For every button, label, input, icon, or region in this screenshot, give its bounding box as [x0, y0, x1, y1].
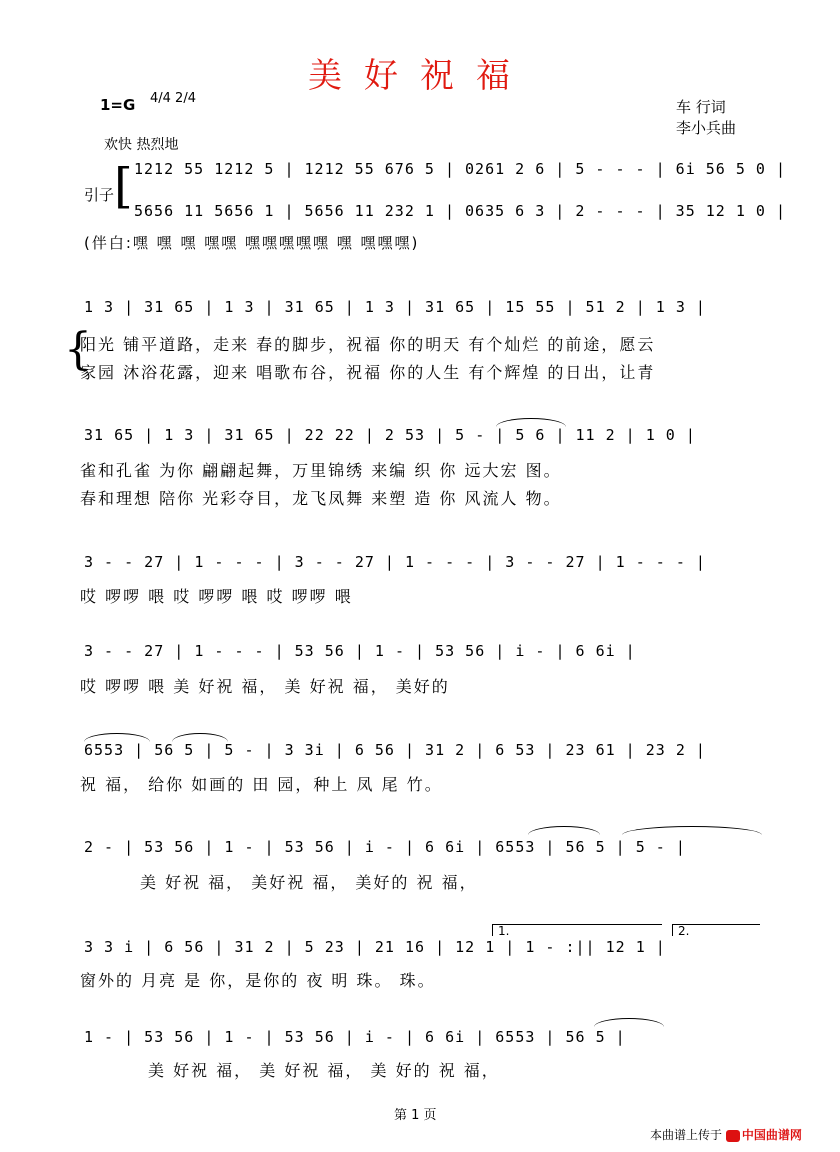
- ending-2-label: 2.: [678, 924, 690, 938]
- system-2-lyrics-verse2: 春和理想 陪你 光彩夺目，龙飞凤舞 来塑 造 你 风流人 物。: [80, 489, 562, 508]
- intro-upper-staff: 1212 55 1212 5 | 1212 55 676 5 | 0261 2 6 | 5 - - - | 6i 56 5 0 |: [134, 160, 786, 178]
- system-6-lyrics: 美 好祝 福， 美好祝 福， 美好的 祝 福，: [140, 873, 478, 892]
- system-4-lyrics: 哎 啰啰 喂 美 好祝 福， 美 好祝 福， 美好的: [80, 677, 450, 696]
- intro-label: 引子: [84, 186, 115, 204]
- intro-chant: (伴白:嘿 嘿 嘿 嘿嘿 嘿嘿嘿嘿嘿 嘿 嘿嘿嘿): [84, 234, 420, 252]
- system-1-notes: 1 3 | 31 65 | 1 3 | 31 65 | 1 3 | 31 65 | 15 55 | 51 2 | 1 3 |: [84, 298, 706, 316]
- time-signature: 4/4 2/4: [150, 91, 196, 106]
- song-title: 美好祝福: [308, 56, 532, 96]
- ending-bracket-2-tick: [672, 924, 673, 936]
- upload-notice: [650, 1126, 802, 1143]
- page-number: 第 1 页: [394, 1108, 437, 1123]
- site-logo-icon: [726, 1130, 740, 1142]
- slur: [528, 826, 600, 835]
- system-8-lyrics: 美 好祝 福， 美 好祝 福， 美 好的 祝 福，: [148, 1061, 500, 1080]
- system-7-notes: 3 3 i | 6 56 | 31 2 | 5 23 | 21 16 | 12 1 | 1 - :|| 12 1 |: [84, 938, 666, 956]
- system-5-notes: 6553 | 56 5 | 5 - | 3 3i | 6 56 | 31 2 | 6 53 | 23 61 | 23 2 |: [84, 741, 706, 759]
- key-signature: 1=G: [100, 96, 136, 114]
- system-1-lyrics-verse1: 阳光 铺平道路，走来 春的脚步，祝福 你的明天 有个灿烂 的前途，愿云: [80, 335, 656, 354]
- system-1-lyrics-verse2: 家园 沐浴花露，迎来 唱歌布谷，祝福 你的人生 有个辉煌 的日出，让青: [80, 363, 656, 382]
- site-name: 中国曲谱网: [741, 1128, 802, 1142]
- tempo-marking: 欢快 热烈地: [104, 137, 179, 153]
- system-3-notes: 3 - - 27 | 1 - - - | 3 - - 27 | 1 - - - | 3 - - 27 | 1 - - - |: [84, 553, 706, 571]
- intro-lower-staff: 5656 11 5656 1 | 5656 11 232 1 | 0635 6 3 | 2 - - - | 35 12 1 0 |: [134, 202, 786, 220]
- ending-bracket-1: [492, 924, 662, 925]
- ending-bracket-1-tick: [492, 924, 493, 936]
- composer-credit: 李小兵曲: [676, 119, 737, 137]
- slur: [622, 826, 762, 835]
- system-7-lyrics: 窗外的 月亮 是 你，是你的 夜 明 珠。 珠。: [80, 971, 436, 990]
- system-1-brace: {: [64, 324, 92, 375]
- system-2-notes: 31 65 | 1 3 | 31 65 | 22 22 | 2 53 | 5 - | 5 6 | 11 2 | 1 0 |: [84, 426, 696, 444]
- lyricist-credit: 车 行词: [676, 98, 726, 116]
- intro-brace: [: [114, 158, 133, 214]
- system-6-notes: 2 - | 53 56 | 1 - | 53 56 | i - | 6 6i | 6553 | 56 5 | 5 - |: [84, 838, 686, 856]
- system-4-notes: 3 - - 27 | 1 - - - | 53 56 | 1 - | 53 56 | i - | 6 6i |: [84, 642, 636, 660]
- slur: [594, 1018, 664, 1027]
- system-5-lyrics: 祝 福， 给你 如画的 田 园，种上 凤 尾 竹。: [80, 775, 443, 794]
- system-3-lyrics: 哎 啰啰 喂 哎 啰啰 喂 哎 啰啰 喂: [80, 587, 353, 606]
- ending-1-label: 1.: [498, 924, 510, 938]
- system-8-notes: 1 - | 53 56 | 1 - | 53 56 | i - | 6 6i | 6553 | 56 5 |: [84, 1028, 626, 1046]
- upload-text: 本曲谱上传于: [650, 1128, 723, 1142]
- system-2-lyrics-verse1: 雀和孔雀 为你 翩翩起舞，万里锦绣 来编 织 你 远大宏 图。: [80, 461, 562, 480]
